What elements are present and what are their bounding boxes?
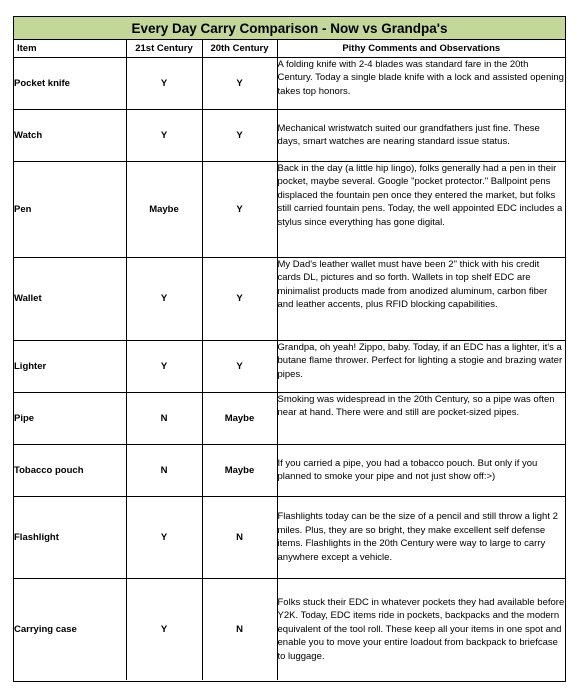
sheet-title: Every Day Carry Comparison - Now vs Grandpa's xyxy=(14,17,565,40)
row-20th-century: Y xyxy=(202,161,277,257)
row-20th-century: Y xyxy=(202,340,277,392)
row-item: Flashlight xyxy=(14,496,126,578)
row-comment: Back in the day (a little hip lingo), folks generally had a pen in their pocket, maybe several. Google "pocket protector." Ballpoint pens displaced the fountain pen once they entered the market, but folks still carried fountain pens. Today, the well appointed EDC includes a stylus since everything has gone digital. xyxy=(277,161,565,257)
row-comment: A folding knife with 2-4 blades was standard fare in the 20th Century. Today a single blade knife with a lock and assisted opening takes top honors. xyxy=(277,57,565,109)
row-comment: Flashlights today can be the size of a pencil and still throw a light 2 miles. Plus, they are so bright, they make excellent self defense items. Flashlights in the 20th Century were way to large to carry anywhere except a vehicle. xyxy=(277,496,565,578)
row-21st-century: Y xyxy=(126,57,202,109)
row-item: Lighter xyxy=(14,340,126,392)
header-item: Item xyxy=(14,40,126,57)
table-row xyxy=(14,109,565,161)
row-20th-century: Y xyxy=(202,57,277,109)
comparison-sheet xyxy=(13,16,566,682)
row-20th-century: Y xyxy=(202,109,277,161)
row-20th-century: Maybe xyxy=(202,444,277,496)
header-20th-century: 20th Century xyxy=(202,40,277,57)
row-item: Pocket knife xyxy=(14,57,126,109)
row-21st-century: N xyxy=(126,444,202,496)
row-21st-century: Y xyxy=(126,109,202,161)
table-row xyxy=(14,161,565,257)
row-item: Wallet xyxy=(14,257,126,340)
header-21st-century: 21st Century xyxy=(126,40,202,57)
table-row xyxy=(14,57,565,109)
table-row xyxy=(14,444,565,496)
row-comment: Grandpa, oh yeah! Zippo, baby. Today, if an EDC has a lighter, it's a butane flame thrower. Perfect for lighting a stogie and brazing water pipes. xyxy=(277,340,565,392)
row-21st-century: Y xyxy=(126,496,202,578)
row-20th-century: N xyxy=(202,496,277,578)
row-21st-century: Y xyxy=(126,257,202,340)
row-20th-century: Maybe xyxy=(202,392,277,444)
row-item: Pipe xyxy=(14,392,126,444)
row-comment: Mechanical wristwatch suited our grandfathers just fine. These days, smart watches are nearing standard issue status. xyxy=(277,109,565,161)
row-20th-century: N xyxy=(202,578,277,680)
row-item: Tobacco pouch xyxy=(14,444,126,496)
row-item: Watch xyxy=(14,109,126,161)
table-row xyxy=(14,257,565,340)
row-comment: Folks stuck their EDC in whatever pockets they had available before Y2K. Today, EDC items ride in pockets, backpacks and the modern equivalent of the tool roll. These keep all your items in one spot and enable you to move your entire loadout from backpack to briefcase to luggage. xyxy=(277,596,565,662)
row-item: Pen xyxy=(14,161,126,257)
row-21st-century: Y xyxy=(126,578,202,680)
header-comments: Pithy Comments and Observations xyxy=(277,40,565,57)
row-comment: If you carried a pipe, you had a tobacco pouch. But only if you planned to smoke your pipe and not just show off:>) xyxy=(277,444,565,496)
table-row xyxy=(14,578,565,680)
row-item: Carrying case xyxy=(14,578,126,680)
row-20th-century: Y xyxy=(202,257,277,340)
table-row xyxy=(14,392,565,444)
table-row xyxy=(14,340,565,392)
header-row xyxy=(14,40,565,57)
table-row xyxy=(14,496,565,578)
row-comment: My Dad's leather wallet must have been 2" thick with his credit cards DL, pictures and so forth. Wallets in top shelf EDC are minimalist products made from anodized aluminum, carbon fiber and leather accents, plus RFID blocking capabilities. xyxy=(277,257,565,340)
row-21st-century: Y xyxy=(126,340,202,392)
row-21st-century: Maybe xyxy=(126,161,202,257)
comparison-table xyxy=(14,40,565,680)
row-21st-century: N xyxy=(126,392,202,444)
row-comment: Smoking was widespread in the 20th Century, so a pipe was often near at hand. There were and still are pocket-sized pipes. xyxy=(277,392,565,444)
